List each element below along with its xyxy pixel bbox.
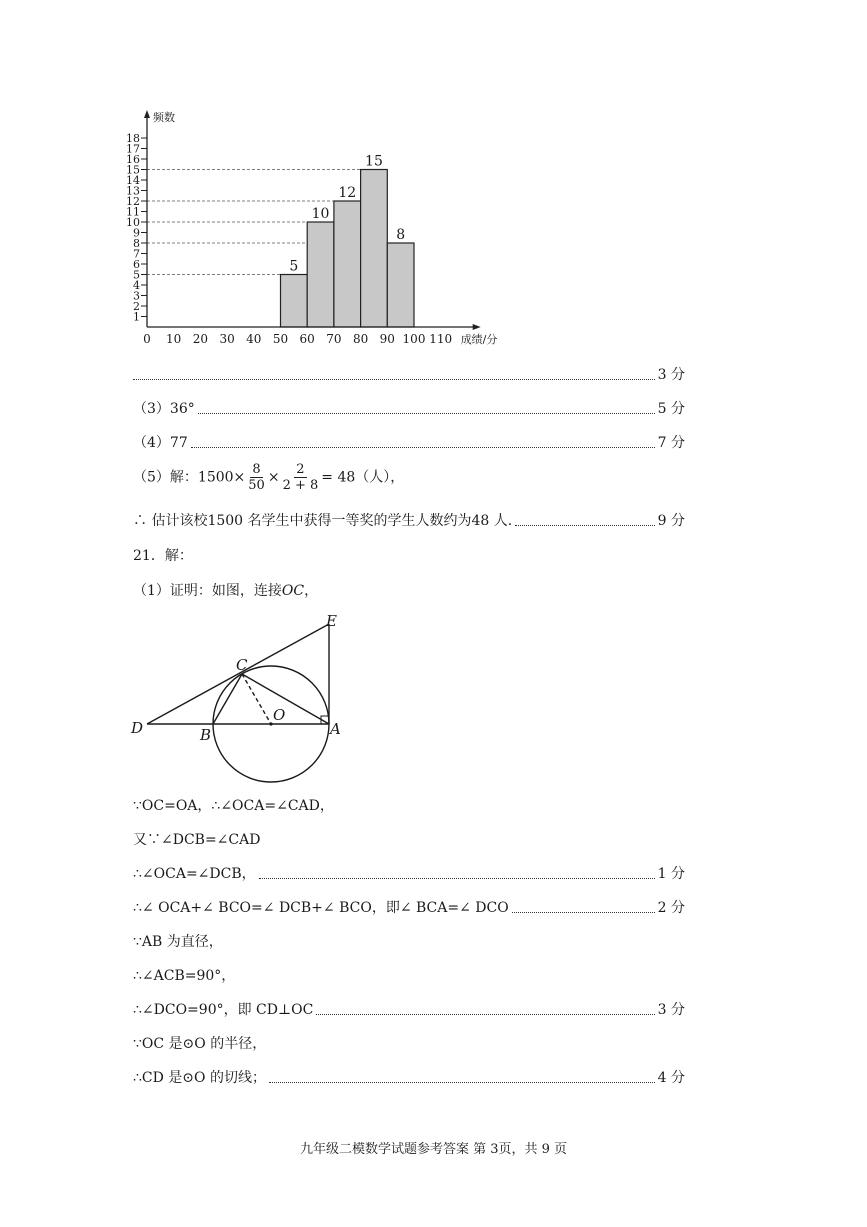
bar-data-label: 8 <box>396 227 406 243</box>
x-tick-label: 50 <box>272 332 289 346</box>
answer-5-suffix: = 48（人）， <box>321 469 405 486</box>
y-tick-label: 4 <box>133 279 140 292</box>
leader-dots <box>512 912 655 913</box>
segment-ca <box>242 674 329 724</box>
answer-5-conclusion-line <box>133 508 685 530</box>
histogram-bar <box>281 275 308 328</box>
y-tick-label: 5 <box>133 268 140 282</box>
x-tick-label: 90 <box>379 332 395 346</box>
x-axis-title: 成绩/分 <box>460 333 498 346</box>
segment-co-dashed <box>242 674 271 724</box>
fraction-1-numerator: 8 <box>252 462 261 477</box>
times-sign: × <box>267 469 280 486</box>
proof-line-8: ∵OC 是⊙O 的半径， <box>133 1036 267 1052</box>
bar-data-label: 10 <box>311 206 330 222</box>
label-c: C <box>236 656 248 674</box>
histogram-bar <box>334 201 361 327</box>
proof-line-5: ∵AB 为直径， <box>133 934 223 950</box>
leader-dots <box>198 413 655 414</box>
proof-line-4 <box>133 895 685 917</box>
proof-line-3-text: ∴∠OCA=∠DCB， <box>133 866 256 882</box>
leader-dots <box>515 525 654 526</box>
y-tick-label: 16 <box>126 153 140 166</box>
label-e: E <box>326 612 337 630</box>
answer-4-text: （4）77 <box>133 435 188 451</box>
leader-dots <box>316 1014 654 1015</box>
answer-5-conclusion: ∴ 估计该校1500 名学生中获得一等奖的学生人数约为48 人. <box>133 513 513 529</box>
y-tick-label: 7 <box>133 247 140 261</box>
proof-line-9 <box>133 1065 685 1087</box>
answer-3-line <box>133 396 685 418</box>
y-tick-label: 17 <box>126 142 140 156</box>
bar-data-label: 12 <box>338 185 357 201</box>
fraction-2-denominator: 2 + 8 <box>282 478 319 493</box>
q21-part1-oc: OC <box>281 583 305 599</box>
y-tick-label: 1 <box>133 310 140 324</box>
x-tick-label: 10 <box>166 332 182 346</box>
answer-3-text: （3）36° <box>133 401 195 417</box>
label-d: D <box>131 719 144 737</box>
y-tick-label: 12 <box>126 195 140 208</box>
x-tick-label: 40 <box>246 332 262 346</box>
leader-dots <box>133 379 655 380</box>
x-tick-label: 80 <box>352 332 369 346</box>
y-tick-label: 2 <box>133 300 140 313</box>
x-tick-label: 110 <box>429 332 453 346</box>
histogram-bar <box>307 222 334 327</box>
leader-dots <box>269 1082 655 1083</box>
q21-heading: 21．解： <box>133 548 193 564</box>
x-tick-label: 70 <box>326 332 342 346</box>
x-tick-label: 0 <box>143 332 151 346</box>
proof-line-1: ∵OC=OA，∴∠OCA=∠CAD， <box>133 798 334 814</box>
label-o: O <box>273 706 286 724</box>
answer-5-equation <box>133 462 404 493</box>
proof-line-2: 又∵∠DCB=∠CAD <box>133 832 261 848</box>
frequency-histogram <box>120 105 510 355</box>
bar-data-label: 15 <box>365 153 383 170</box>
proof-line-4-text: ∴∠ OCA+∠ BCO=∠ DCB+∠ BCO，即∠ BCA=∠ DCO <box>133 900 509 916</box>
segment-cb <box>213 674 242 724</box>
proof-line-7-text: ∴∠DCO=90°，即 CD⊥OC <box>133 1002 314 1018</box>
y-tick-label: 15 <box>126 163 140 177</box>
answer-2-line <box>133 362 685 384</box>
y-tick-label: 11 <box>126 205 140 219</box>
bar-data-label: 5 <box>289 258 299 275</box>
y-tick-label: 3 <box>133 289 140 303</box>
geometry-figure <box>120 605 360 785</box>
answer-2-score: 3 分 <box>657 367 685 383</box>
proof-line-7 <box>133 997 685 1019</box>
proof-line-7-score: 3 分 <box>657 1002 685 1018</box>
histogram-bar <box>361 170 388 328</box>
y-axis-title: 频数 <box>153 111 175 124</box>
histogram-bar <box>387 243 414 327</box>
fraction-1 <box>246 462 267 493</box>
q21-part1-tail: ， <box>304 583 319 599</box>
x-tick-label: 60 <box>299 332 315 346</box>
x-tick-label: 100 <box>402 332 426 346</box>
proof-line-3 <box>133 861 685 883</box>
proof-line-6: ∴∠ACB=90°， <box>133 968 236 984</box>
y-axis-arrow <box>144 110 150 118</box>
proof-line-9-score: 4 分 <box>657 1070 685 1086</box>
label-a: A <box>330 720 341 738</box>
proof-line-3-score: 1 分 <box>657 866 685 882</box>
answer-4-line <box>133 430 685 452</box>
answer-5-score: 9 分 <box>657 513 685 529</box>
y-tick-label: 9 <box>133 226 140 240</box>
answer-3-score: 5 分 <box>657 401 685 417</box>
y-tick-label: 14 <box>126 174 140 187</box>
answer-5-prefix: （5）解：1500× <box>133 469 246 486</box>
fraction-2 <box>281 462 321 493</box>
q21-part1-text: （1）证明：如图，连接 <box>133 583 282 599</box>
page-footer: 九年级二模数学试题参考答案 第 3页，共 9 页 <box>299 1142 568 1157</box>
proof-line-9-text: ∴CD 是⊙O 的切线； <box>133 1070 266 1086</box>
y-tick-label: 6 <box>133 258 140 271</box>
x-tick-label: 30 <box>219 332 235 346</box>
fraction-1-denominator: 50 <box>248 478 265 493</box>
y-tick-label: 18 <box>126 132 140 145</box>
y-tick-label: 13 <box>126 184 140 198</box>
leader-dots <box>191 447 655 448</box>
y-tick-label: 10 <box>126 216 140 229</box>
label-b: B <box>200 726 212 744</box>
fraction-2-numerator: 2 <box>296 462 305 477</box>
x-tick-label: 20 <box>192 332 209 346</box>
answer-4-score: 7 分 <box>657 435 685 451</box>
leader-dots <box>259 878 655 879</box>
q21-part1 <box>133 580 318 600</box>
y-tick-label: 8 <box>133 237 140 250</box>
proof-line-4-score: 2 分 <box>657 900 685 916</box>
x-axis-arrow <box>473 324 481 330</box>
